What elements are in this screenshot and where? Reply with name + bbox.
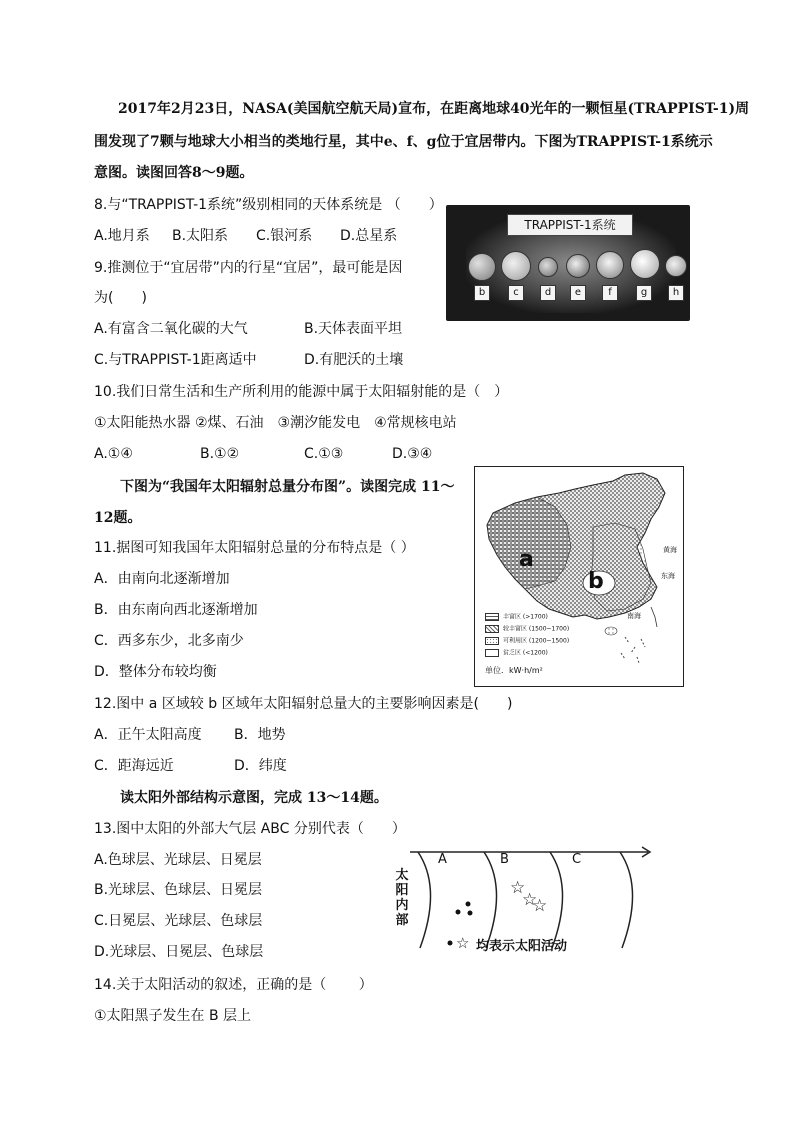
- planet-label-e: e: [570, 285, 586, 301]
- q12-option-c[interactable]: C．距海远近: [94, 758, 174, 774]
- q9-option-c[interactable]: C.与TRAPPIST-1距离适中: [94, 352, 257, 368]
- intro-line-2: 围发现了7颗与地球大小相当的类地行星，其中e、f、g位于宜居带内。下图为TRAPPIST-1系统示: [94, 134, 713, 150]
- legend-item-usable: 可利用区 (1200~1500): [485, 637, 569, 646]
- legend-swatch-poor: [485, 649, 499, 657]
- q8-option-d[interactable]: D.总星系: [340, 228, 398, 244]
- activity-star-3: ☆: [532, 896, 548, 916]
- planet-e: [566, 254, 590, 278]
- q11-stem: 11.据图可知我国年太阳辐射总量的分布特点是（ ）: [94, 540, 415, 556]
- legend-unit: 单位．kW·h/m²: [485, 666, 543, 675]
- planet-f: [596, 251, 624, 279]
- sun-interior-label: 太 阳 内 部: [395, 868, 409, 928]
- planet-label-c: c: [508, 285, 524, 301]
- boundary-4: [620, 852, 633, 948]
- activity-dot-2: [466, 902, 471, 907]
- q14-stem: 14.关于太阳活动的叙述，正确的是（ ）: [94, 977, 373, 993]
- q11-option-d[interactable]: D．整体分布较均衡: [94, 664, 217, 680]
- q9-stem-2: 为( ): [94, 290, 147, 306]
- legend-star: ☆: [456, 934, 470, 952]
- sea-label-east: 东海: [661, 572, 675, 580]
- q14-item-1: ①太阳黑子发生在 B 层上: [94, 1008, 252, 1024]
- q10-option-a[interactable]: A.①④: [94, 446, 133, 462]
- q9-option-a[interactable]: A.有富含二氧化碳的大气: [94, 321, 248, 337]
- q11-option-b[interactable]: B．由东南向西北逐渐增加: [94, 602, 258, 618]
- layer-label-b: B: [500, 852, 509, 867]
- q10-option-d[interactable]: D.③④: [392, 446, 433, 462]
- south-sea-islands: [621, 637, 645, 663]
- sun-structure-figure: [390, 838, 658, 958]
- q12-option-d[interactable]: D．纬度: [234, 758, 287, 774]
- planet-label-g: g: [636, 285, 652, 301]
- q9-option-d[interactable]: D.有肥沃的土壤: [304, 352, 404, 368]
- q10-stem: 10.我们日常生活和生产所利用的能源中属于太阳辐射能的是（ ）: [94, 384, 509, 400]
- planet-d: [538, 257, 558, 277]
- intro-line-3: 意图。读图回答8～9题。: [94, 165, 254, 181]
- planet-label-h: h: [668, 285, 684, 301]
- boundary-2: [484, 852, 497, 948]
- q10-option-b[interactable]: B.①②: [200, 446, 240, 462]
- q8-option-b[interactable]: B.太阳系: [172, 228, 229, 244]
- planet-label-b: b: [474, 285, 490, 301]
- legend-swatch-usable: [485, 637, 499, 645]
- sea-label-south: 南海: [627, 612, 641, 620]
- legend-swatch-rich: [485, 613, 499, 621]
- region-b-label: b: [588, 569, 604, 594]
- planet-h: [665, 255, 687, 277]
- q10-option-c[interactable]: C.①③: [304, 446, 344, 462]
- planet-c: [501, 251, 531, 281]
- sun-activity-caption: 均表示太阳活动: [476, 939, 568, 954]
- map-intro-line-1: 下图为“我国年太阳辐射总量分布图”。读图完成 11～: [120, 479, 455, 495]
- legend-item-richer: 较丰富区 (1500~1700): [485, 625, 569, 634]
- trappist-figure: [446, 205, 690, 321]
- q12-option-a[interactable]: A．正午太阳高度: [94, 727, 202, 743]
- planet-label-d: d: [540, 285, 556, 301]
- intro-line-1: 2017年2月23日，NASA(美国航空航天局)宣布，在距离地球40光年的一颗恒星(TRAPPIST-1)周: [118, 101, 750, 117]
- activity-star-1: ☆: [510, 878, 526, 898]
- trappist-title: TRAPPIST-1系统: [507, 214, 633, 236]
- legend-swatch-richer: [485, 625, 499, 633]
- q10-items: ①太阳能热水器 ②煤、石油 ③潮汐能发电 ④常规核电站: [94, 415, 457, 431]
- hainan-island: [605, 627, 617, 635]
- q13-option-d[interactable]: D.光球层、日冕层、色球层: [94, 944, 264, 960]
- planet-g: [630, 249, 660, 279]
- q11-option-c[interactable]: C．西多东少，北多南少: [94, 633, 244, 649]
- q8-option-c[interactable]: C.银河系: [256, 228, 313, 244]
- q12-stem: 12.图中 a 区域较 b 区域年太阳辐射总量大的主要影响因素是( ): [94, 696, 513, 712]
- q12-option-b[interactable]: B．地势: [234, 727, 286, 743]
- activity-dot-3: [468, 911, 473, 916]
- q9-option-b[interactable]: B.天体表面平坦: [304, 321, 403, 337]
- sea-label-yellow: 黄海: [663, 546, 677, 554]
- q8-stem: 8.与“TRAPPIST-1系统”级别相同的天体系统是 （ ）: [94, 197, 443, 213]
- q13-option-b[interactable]: B.光球层、色球层、日冕层: [94, 882, 263, 898]
- layer-label-a: A: [438, 852, 447, 867]
- q9-stem-1: 9.推测位于“宜居带”内的行星“宜居”，最可能是因: [94, 260, 403, 276]
- solar-radiation-map: [474, 466, 684, 687]
- activity-star-2: ☆: [522, 890, 538, 910]
- legend-dot: [448, 941, 453, 946]
- q11-option-a[interactable]: A．由南向北逐渐增加: [94, 571, 230, 587]
- layer-label-c: C: [572, 852, 582, 867]
- activity-dot-1: [456, 910, 461, 915]
- taiwan-outline: [651, 607, 657, 627]
- region-a-label: a: [519, 547, 534, 572]
- map-intro-line-2: 12题。: [94, 510, 142, 526]
- q8-option-a[interactable]: A.地月系: [94, 228, 150, 244]
- legend-item-poor: 贫乏区 (<1200): [485, 649, 548, 658]
- legend-item-rich: 丰富区 (>1700): [485, 613, 548, 622]
- q13-option-a[interactable]: A.色球层、光球层、日冕层: [94, 852, 262, 868]
- planet-b: [468, 253, 496, 281]
- planet-label-f: f: [602, 285, 618, 301]
- q13-stem: 13.图中太阳的外部大气层 ABC 分别代表（ ）: [94, 821, 406, 837]
- q13-option-c[interactable]: C.日冕层、光球层、色球层: [94, 913, 263, 929]
- sun-intro: 读太阳外部结构示意图，完成 13～14题。: [120, 790, 388, 806]
- boundary-1: [418, 852, 431, 948]
- boundary-3: [550, 852, 563, 948]
